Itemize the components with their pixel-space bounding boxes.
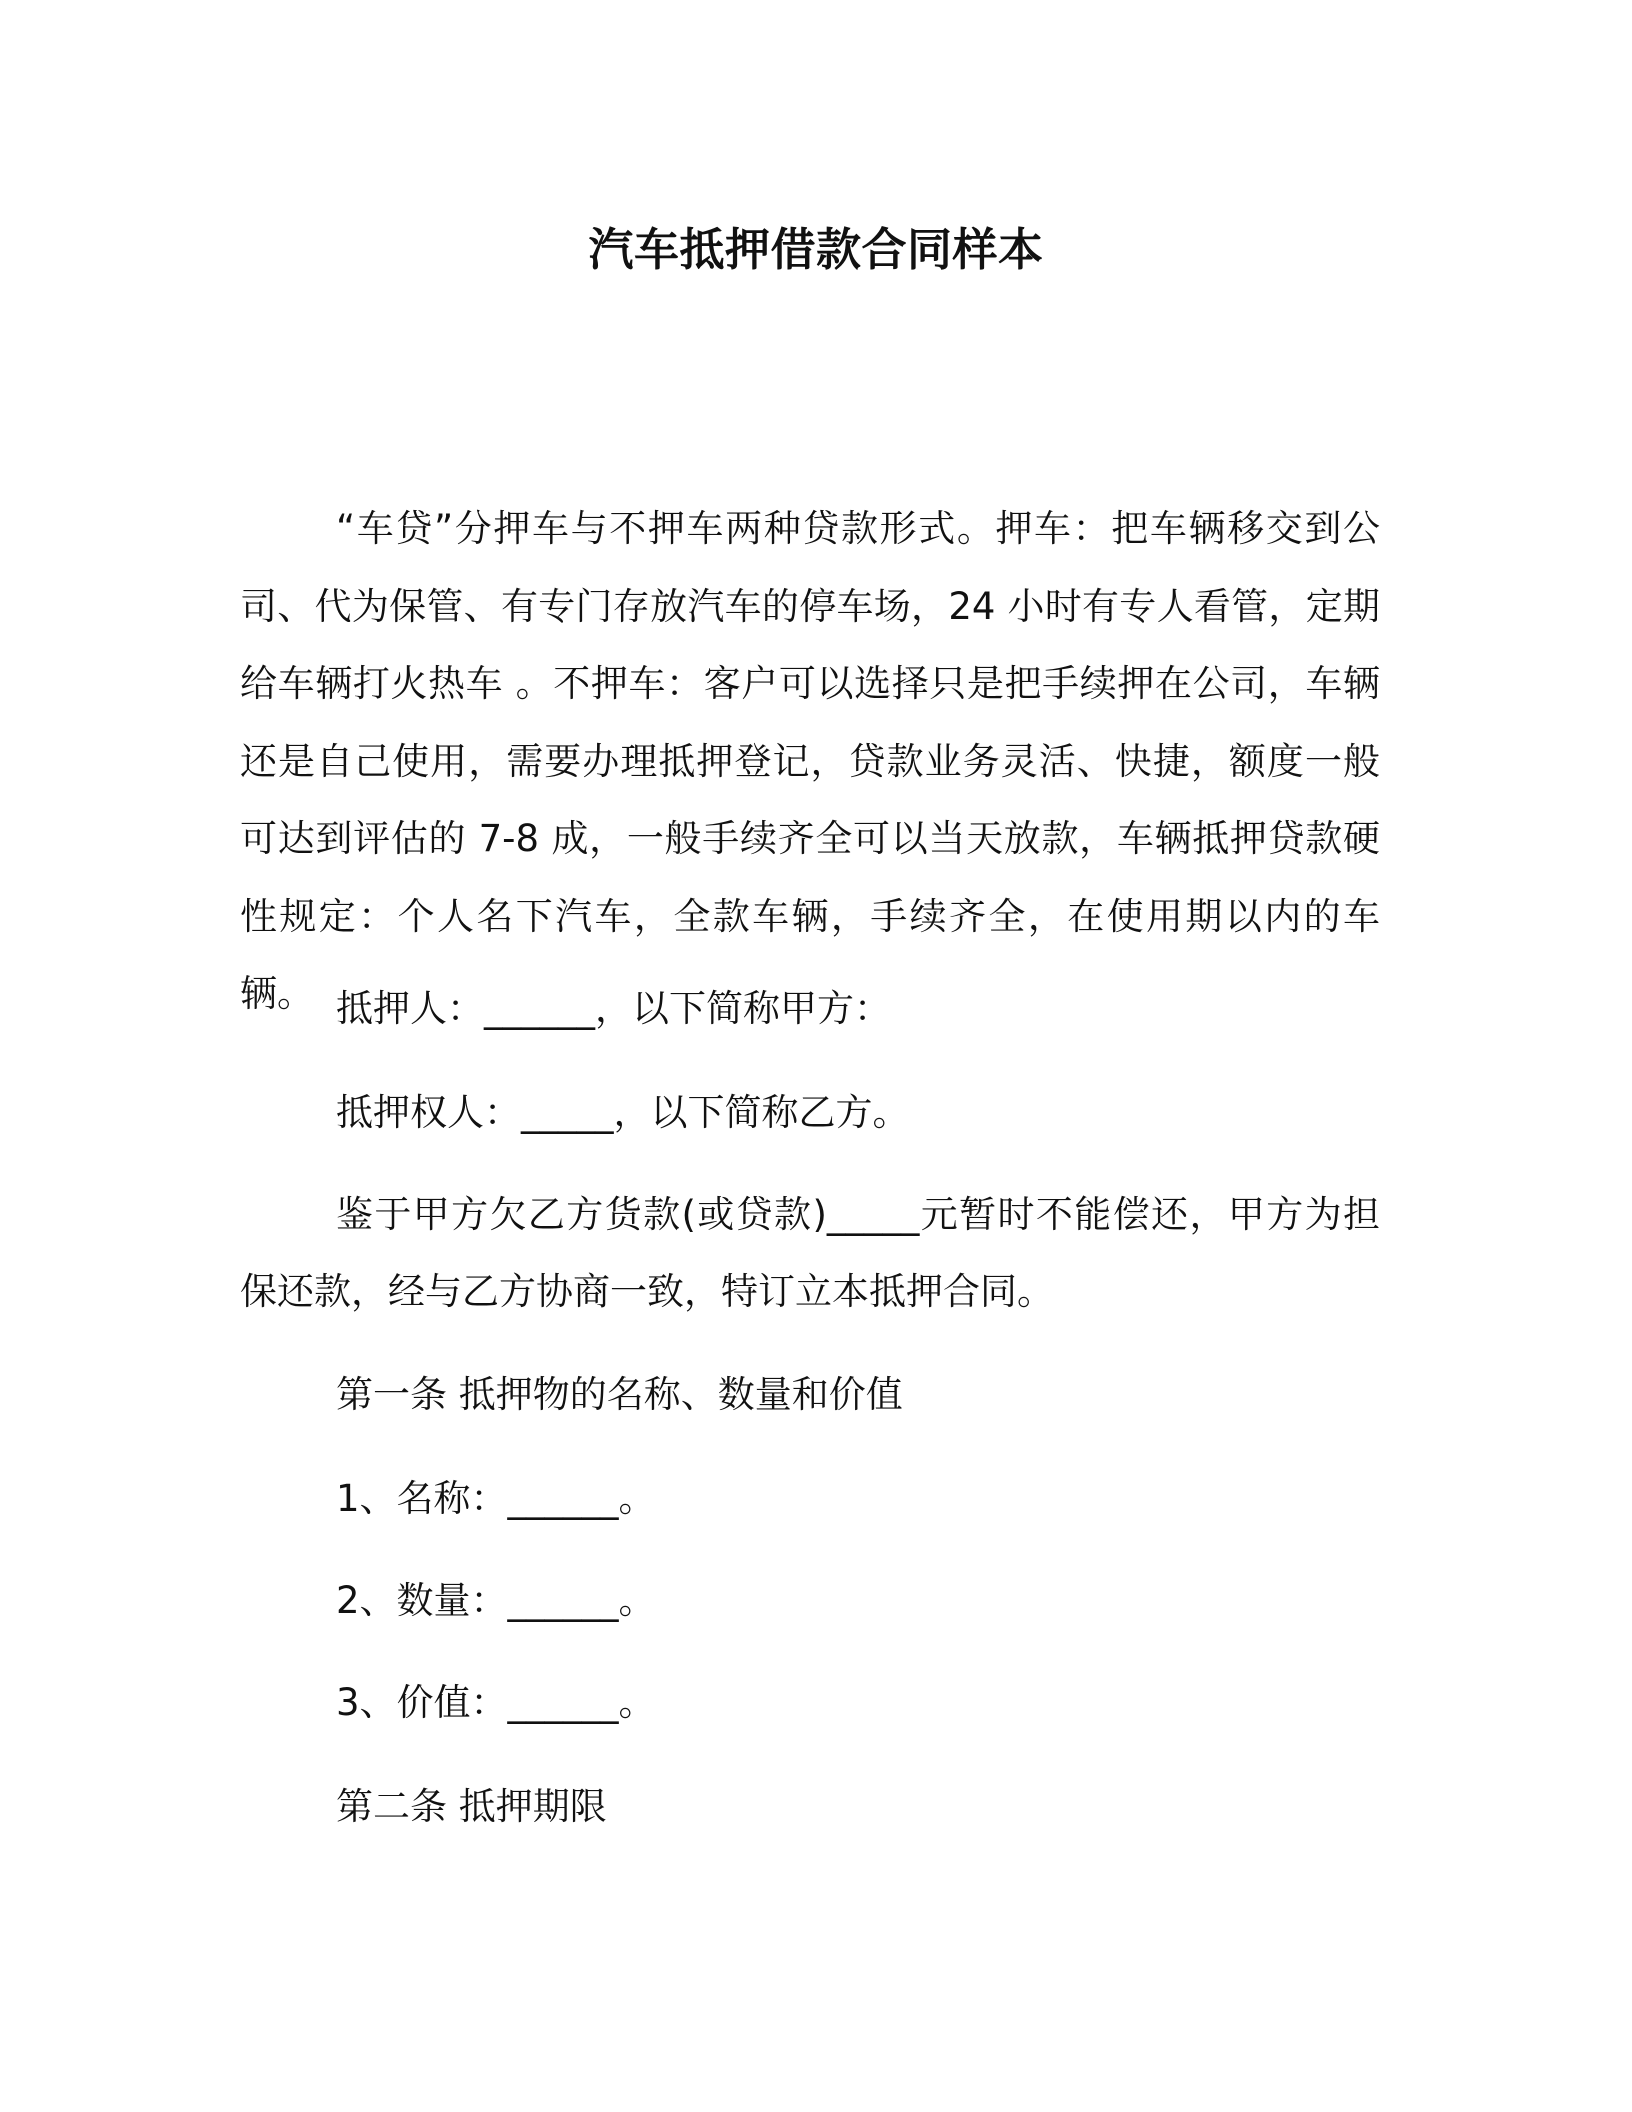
article1-item-value: 3、价值：______。 — [336, 1681, 656, 1724]
whereas-paragraph: 鉴于甲方欠乙方货款(或贷款)_____元暂时不能偿还，甲方为担保还款，经与乙方协商一致，特订立本抵押合同。 — [240, 1193, 1380, 1313]
article2-heading: 第二条 抵押期限 — [336, 1785, 607, 1828]
article1-item-quantity: 2、数量：______。 — [336, 1579, 656, 1622]
mortgagor-line: 抵押人：______，以下简称甲方： — [336, 987, 891, 1030]
document-title: 汽车抵押借款合同样本 — [588, 223, 1044, 276]
article1-item-name: 1、名称：______。 — [336, 1477, 656, 1520]
mortgagee-line: 抵押权人：_____，以下简称乙方。 — [336, 1091, 910, 1134]
intro-paragraph: “车贷”分押车与不押车两种贷款形式。押车：把车辆移交到公司、代为保管、有专门存放汽车的停车场，24 小时有专人看管，定期给车辆打火热车 。不押车：客户可以选择只是把手续押在公司，车辆还是自己使用，需要办理抵押登记，贷款业务灵活、快捷，额度一般可达到评估的 7-8 成，一般手续齐全可以当天放款，车辆抵押贷款硬性规定：个人名下汽车，全款车辆，手续齐全，在使用期以内的车辆。 — [240, 507, 1380, 1015]
article1-heading: 第一条 抵押物的名称、数量和价值 — [336, 1373, 903, 1416]
